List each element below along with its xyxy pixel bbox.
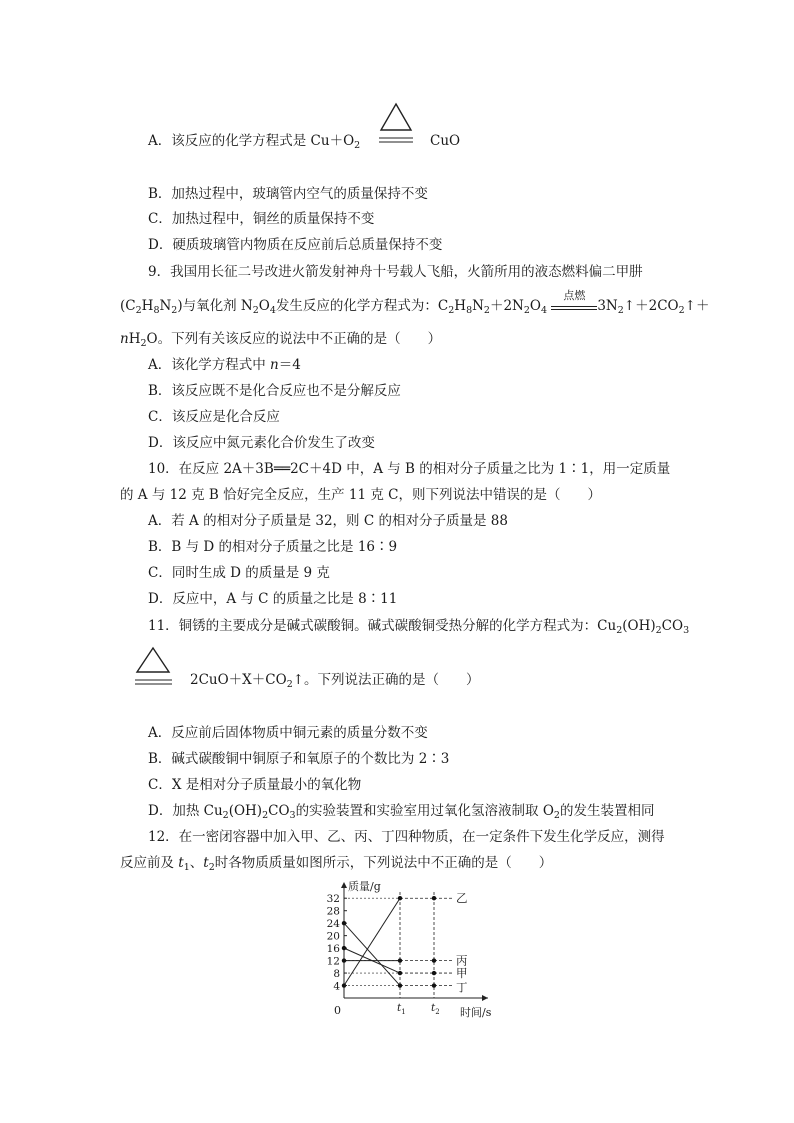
origin-label: 0: [334, 1004, 341, 1017]
q9-option-b: B．该反应既不是化合反应也不是分解反应: [148, 383, 401, 399]
series-point-乙: [398, 896, 402, 900]
y-tick-label: 12: [326, 955, 340, 968]
q12-stem-line2: 反应前及 $t_1$、$t_2$时各物质质量如图所示，下列说法中不正确的是（ ）: [120, 855, 553, 873]
y-axis-label: 质量/g: [348, 880, 381, 893]
q8-option-a-product: CuO: [430, 133, 461, 149]
series-point-丁: [432, 983, 436, 987]
q9-stem-line2: $(C_2H_8N_2)$与氧化剂 $N_2O_4$发生反应的化学方程式为：$C_2H_8N_2+2N_2O_4$ 点燃 $3N_2↑+2CO_2↑+$: [120, 289, 710, 316]
q9-option-d: D．该反应中氮元素化合价发生了改变: [148, 435, 375, 451]
y-tick-label: 20: [326, 930, 340, 943]
q9-option-a: A．该化学方程式中 n＝4: [148, 357, 301, 373]
q12-stem-line1: 12．在一密闭容器中加入甲、乙、丙、丁四种物质，在一定条件下发生化学反应，测得: [148, 829, 665, 845]
q9-option-c: C．该反应是化合反应: [148, 409, 280, 425]
q11-option-b: B．碱式碳酸铜中铜原子和氧原子的个数比为 2∶3: [148, 751, 450, 767]
q10-stem-line2: 的 A 与 12 克 B 恰好完全反应，生产 11 克 C，则下列说法中错误的是（ ）: [120, 487, 601, 503]
series-point-丙: [432, 958, 436, 962]
x-tick-label-t2: $t_2$: [431, 1002, 440, 1016]
y-tick-label: 8: [333, 968, 340, 981]
q11-stem-line1: 11．铜锈的主要成分是碱式碳酸铜。碱式碳酸铜受热分解的化学方程式为：$Cu_2(OH)_2CO_3$: [148, 618, 690, 636]
y-tick-label: 32: [326, 893, 340, 906]
q11-option-a: A．反应前后固体物质中铜元素的质量分数不变: [148, 725, 428, 741]
y-tick-label: 24: [326, 918, 340, 931]
heat-condition-symbol-2: [134, 646, 174, 688]
series-label-甲: 甲: [456, 966, 468, 981]
q8-option-d: D．硬质玻璃管内物质在反应前后总质量保持不变: [148, 237, 443, 253]
series-point-丙: [342, 958, 346, 962]
ignite-condition: 点燃: [551, 298, 597, 310]
series-line-丁: [344, 923, 400, 985]
series-label-乙: 乙: [456, 891, 468, 906]
series-point-乙: [432, 896, 436, 900]
y-tick-label: 28: [326, 905, 340, 918]
y-tick-label: 4: [333, 980, 340, 993]
q9-stem-line3: $nH_2O$。下列有关该反应的说法中不正确的是（ ）: [120, 331, 442, 349]
series-label-丙: 丙: [456, 953, 468, 968]
q11-option-d: D．加热 $Cu_2(OH)_2CO_3$的实验装置和实验室用过氧化氢溶液制取 $O_2$的发生装置相同: [148, 803, 655, 821]
series-point-甲: [342, 946, 346, 950]
series-line-乙: [344, 898, 400, 985]
q9-stem-line1: 9．我国用长征二号改进火箭发射神舟十号载人飞船，火箭所用的液态燃料偏二甲肼: [148, 264, 643, 280]
q11-option-c: C．X 是相对分子质量最小的氧化物: [148, 777, 362, 793]
q10-option-c: C．同时生成 D 的质量是 9 克: [148, 565, 330, 581]
series-point-丁: [398, 983, 402, 987]
mass-time-chart: [320, 880, 510, 1024]
y-tick-label: 16: [326, 943, 340, 956]
q8-option-b: B．加热过程中，玻璃管内空气的质量保持不变: [148, 186, 428, 202]
series-point-甲: [398, 971, 402, 975]
q11-stem-line2: $2CuO+X+CO_2↑$。下列说法正确的是（ ）: [190, 672, 480, 690]
q8-option-c: C．加热过程中，铜丝的质量保持不变: [148, 211, 375, 227]
x-axis-label: 时间/s: [460, 1006, 492, 1019]
q10-option-a: A．若 A 的相对分子质量是 32，则 C 的相对分子质量是 88: [148, 513, 508, 529]
x-axis-arrow: [482, 995, 488, 1001]
series-label-丁: 丁: [456, 980, 468, 995]
q10-stem-line1: 10．在反应 2A＋3B══2C＋4D 中，A 与 B 的相对分子质量之比为 1∶1，用一定质量: [148, 461, 671, 477]
series-point-丁: [342, 921, 346, 925]
series-point-甲: [432, 971, 436, 975]
q10-option-d: D．反应中，A 与 C 的质量之比是 8∶11: [148, 591, 398, 607]
y-axis-arrow: [341, 882, 347, 888]
q8-option-a: A．该反应的化学方程式是 $Cu+O_2$: [148, 133, 361, 151]
x-tick-label-t1: $t_1$: [397, 1002, 406, 1016]
heat-condition-symbol: [378, 102, 414, 148]
series-point-丙: [398, 958, 402, 962]
q10-option-b: B．B 与 D 的相对分子质量之比是 16∶9: [148, 539, 398, 555]
chart-svg: [320, 880, 510, 1020]
